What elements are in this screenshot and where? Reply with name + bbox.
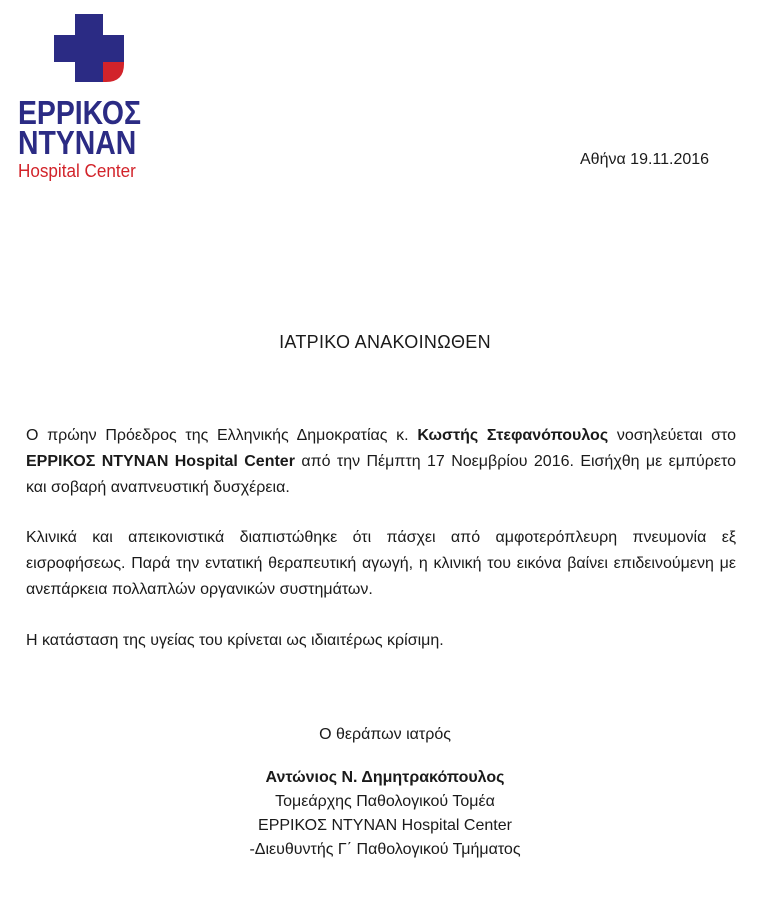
document-date: Αθήνα 19.11.2016 <box>580 151 710 168</box>
hospital-name: ΕΡΡΙΚΟΣ ΝΤΥΝΑΝ Hospital Center <box>26 453 295 470</box>
cross-icon <box>54 14 124 82</box>
signature-organization: ΕΡΡΙΚΟΣ ΝΤΥΝΑΝ Hospital Center <box>258 817 512 834</box>
logo-tagline: Hospital Center <box>18 161 136 181</box>
paragraph-1 <box>26 423 736 501</box>
signature-role: Ο θεράπων ιατρός <box>319 726 451 743</box>
signature-department: -Διευθυντής Γ΄ Παθολογικού Τμήματος <box>249 841 521 858</box>
paragraph-1-part-1: Ο πρώην Πρόεδρος της Ελληνικής Δημοκρατίας κ. <box>26 427 418 444</box>
paragraph-2: Κλινικά και απεικονιστικά διαπιστώθηκε ότι πάσχει από αμφοτερόπλευρη πνευμονία εξ εισροφήσεως. Παρά την εντατική θεραπευτική αγωγή, η κλινική του εικόνα βαίνει επιδεινούμενη με ανεπάρκεια πολλαπλών οργανικών συστημάτων. <box>26 529 736 598</box>
logo-line-2: ΝΤΥΝΑΝ <box>18 124 137 161</box>
paragraph-3: Η κατάσταση της υγείας του κρίνεται ως ιδιαιτέρως κρίσιμη. <box>26 632 444 649</box>
hospital-logo <box>18 14 168 182</box>
paragraph-1-part-3: από την Πέμπτη 17 Νοεμβρίου 2016. Εισήχθη με εμπύρετο και σοβαρή αναπνευστική δυσχέρεια. <box>26 453 737 496</box>
document-title: ΙΑΤΡΙΚΟ ΑΝΑΚΟΙΝΩΘΕΝ <box>279 332 491 352</box>
signature-position: Τομεάρχης Παθολογικού Τομέα <box>275 793 495 810</box>
signature-name: Αντώνιος Ν. Δημητρακόπουλος <box>265 769 505 786</box>
paragraph-1-part-2: νοσηλεύεται στο <box>608 427 737 444</box>
patient-name: Κωστής Στεφανόπουλος <box>417 427 609 444</box>
signature-block <box>0 766 770 862</box>
logo-line-1: ΕΡΡΙΚΟΣ <box>18 94 141 131</box>
